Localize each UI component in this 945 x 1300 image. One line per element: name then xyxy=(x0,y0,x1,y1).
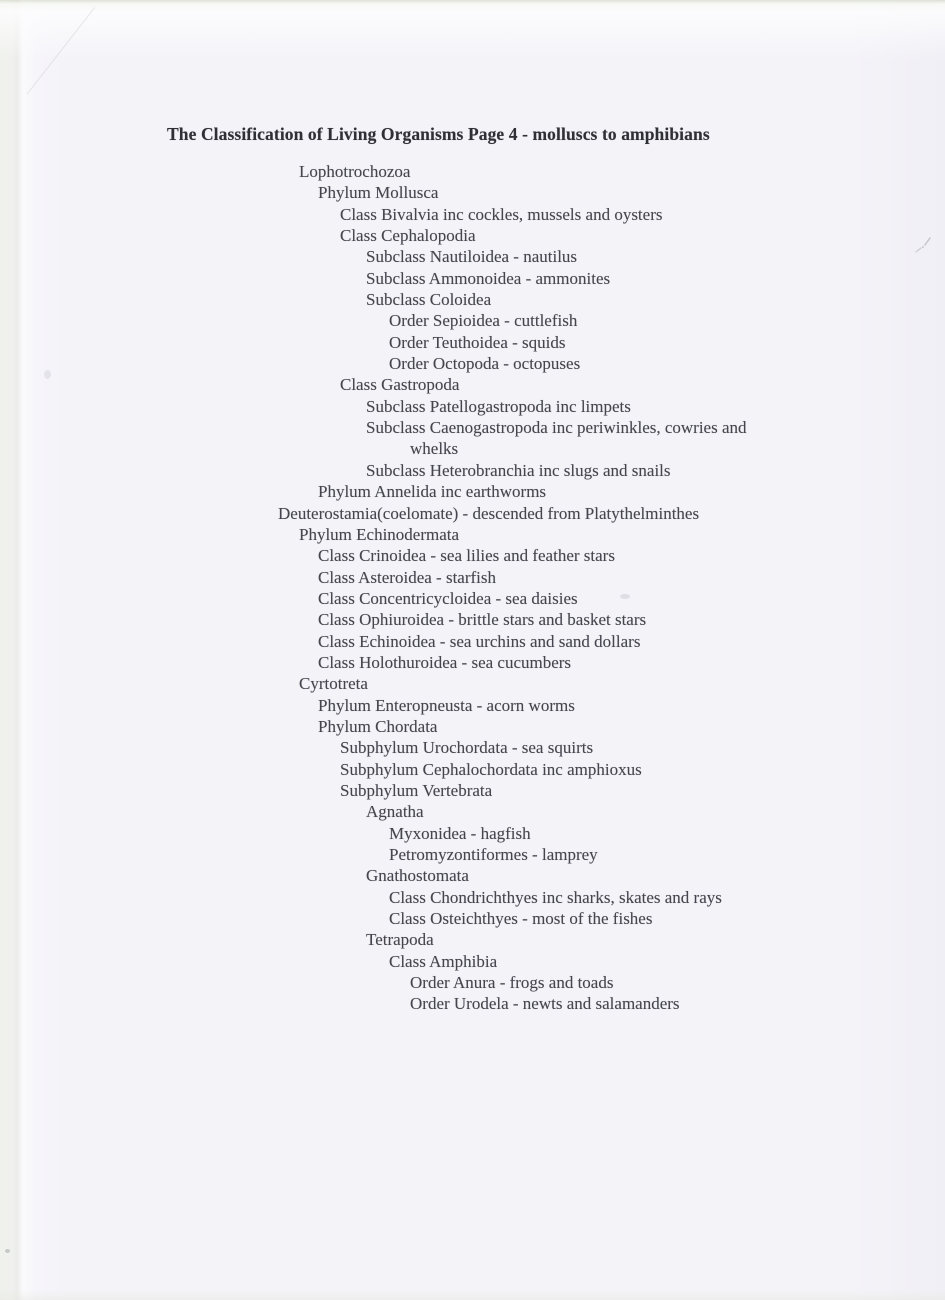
outline-line: Order Sepioidea - cuttlefish xyxy=(389,311,578,331)
scan-speck xyxy=(5,1249,10,1253)
scan-speck xyxy=(620,594,630,599)
outline-line: Phylum Echinodermata xyxy=(299,524,460,544)
outline-line: Class Holothuroidea - sea cucumbers xyxy=(318,652,572,672)
outline-line: Subphylum Cephalochordata inc amphioxus xyxy=(340,759,642,779)
outline-line: Subphylum Urochordata - sea squirts xyxy=(340,738,594,758)
outline-line: Phylum Enteropneusta - acorn worms xyxy=(318,695,575,715)
outline-line: Class Concentricycloidea - sea daisies xyxy=(318,588,578,608)
outline-line: Phylum Annelida inc earthworms xyxy=(318,482,547,502)
outline-line: Myxonidea - hagfish xyxy=(389,823,531,843)
outline-line: Cyrtotreta xyxy=(299,674,368,694)
outline-line: Class Amphibia xyxy=(389,951,498,971)
outline-line: Subclass Coloidea xyxy=(366,290,492,310)
outline-line: Phylum Chordata xyxy=(318,716,438,736)
outline-line: Petromyzontiformes - lamprey xyxy=(389,845,598,864)
outline-line: Tetrapoda xyxy=(366,930,434,950)
outline-line: Order Urodela - newts and salamanders xyxy=(410,994,680,1014)
outline-line: Order Octopoda - octopuses xyxy=(389,354,581,374)
outline-line: Class Cephalopodia xyxy=(340,226,476,246)
outline-line: Order Teuthoidea - squids xyxy=(389,332,566,352)
outline-line: Agnatha xyxy=(366,802,424,822)
outline-line: whelks xyxy=(410,439,459,459)
outline-line: Class Gastropoda xyxy=(340,375,460,395)
pencil-mark xyxy=(908,232,938,260)
outline-line: Subclass Nautiloidea - nautilus xyxy=(366,247,578,267)
outline-line: Subphylum Vertebrata xyxy=(340,780,493,800)
outline-line: Deuterostamia(coelomate) - descended from Platythelminthes xyxy=(278,503,700,523)
outline-line: Subclass Patellogastropoda inc limpets xyxy=(366,396,631,416)
outline-line: Subclass Caenogastropoda inc periwinkles, cowries and xyxy=(366,418,747,438)
outline-line: Class Chondrichthyes inc sharks, skates and rays xyxy=(389,887,722,907)
outline-line: Phylum Mollusca xyxy=(318,183,439,203)
outline-line: Class Crinoidea - sea lilies and feather stars xyxy=(318,546,615,566)
outline-line: Class Asteroidea - starfish xyxy=(318,567,496,587)
outline-line: Subclass Heterobranchia inc slugs and snails xyxy=(366,460,671,480)
outline-line: Lophotrochozoa xyxy=(299,162,411,181)
outline-line: Subclass Ammonoidea - ammonites xyxy=(366,268,611,288)
outline-line: Order Anura - frogs and toads xyxy=(410,973,614,993)
page-corner-edge xyxy=(0,0,95,95)
outline-line: Class Bivalvia inc cockles, mussels and oysters xyxy=(340,204,663,224)
outline-line: Gnathostomata xyxy=(366,866,469,886)
page-title: The Classification of Living Organisms Page 4 - molluscs to amphibians xyxy=(167,124,710,144)
scan-speck xyxy=(44,370,51,379)
outline-line: Class Echinoidea - sea urchins and sand dollars xyxy=(318,631,641,651)
classification-outline xyxy=(0,161,945,1015)
outline-line: Class Osteichthyes - most of the fishes xyxy=(389,909,653,929)
outline-line: Class Ophiuroidea - brittle stars and basket stars xyxy=(318,610,647,630)
